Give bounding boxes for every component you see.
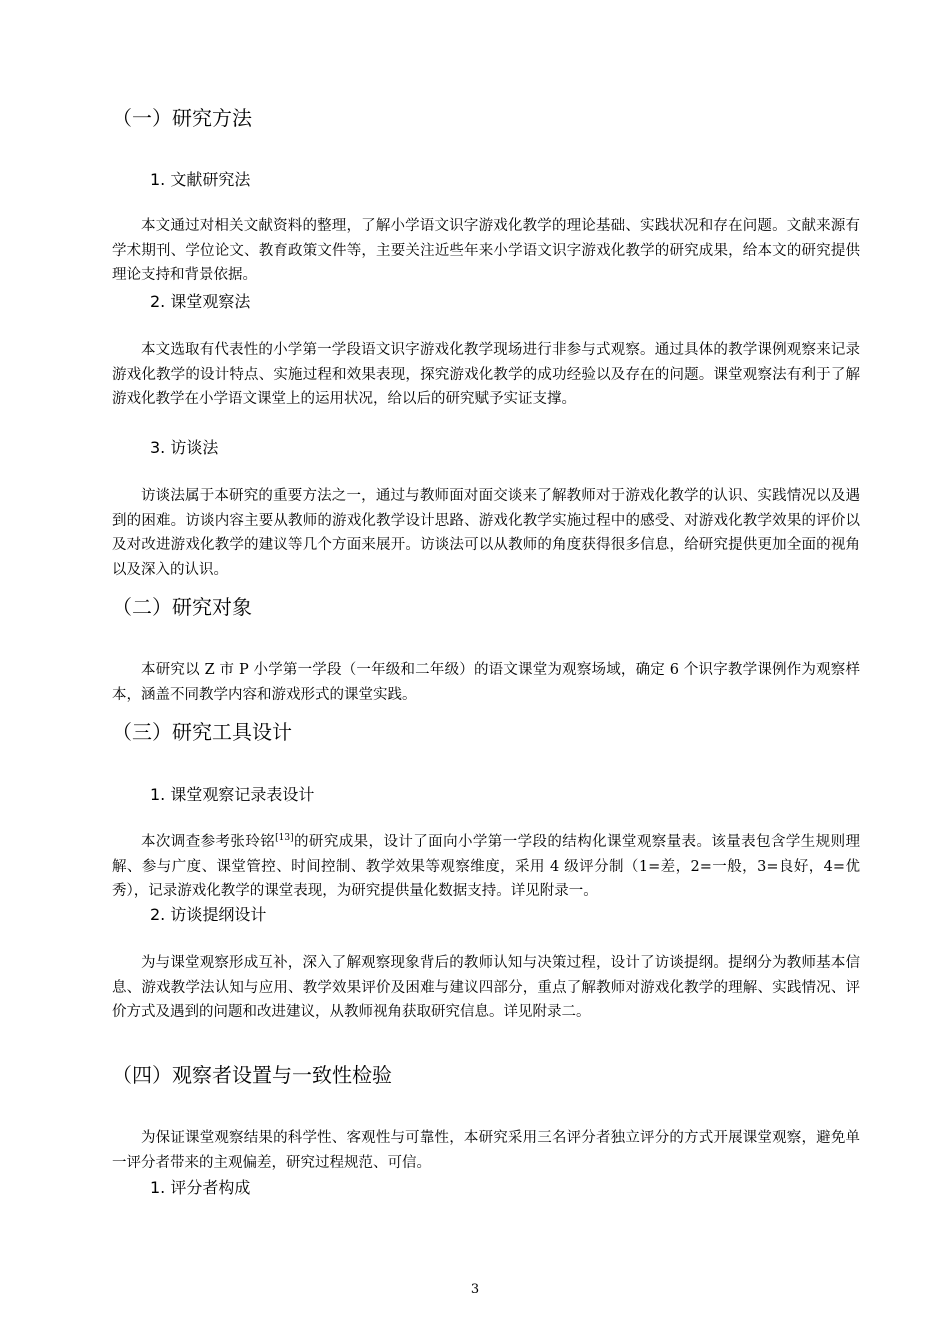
- section-heading-observer-setup: （四）观察者设置与一致性检验: [112, 1063, 392, 1087]
- section-heading-research-subjects: （二）研究对象: [112, 595, 252, 619]
- paragraph-interview: 访谈法属于本研究的重要方法之一，通过与教师面对面交谈来了解教师对于游戏化教学的认识、实践情况以及遇到的困难。访谈内容主要从教师的游戏化教学设计思路、游戏化教学实施过程中的感受、对游戏化教学效果的评价以及对改进游戏化教学的建议等几个方面来展开。访谈法可以从教师的角度获得很多信息，给研究提供更加全面的视角以及深入的认识。: [112, 488, 860, 578]
- subheading-literature-research: 1. 文献研究法: [150, 170, 251, 189]
- paragraph-interview-outline-design: 为与课堂观察形成互补，深入了解观察现象背后的教师认知与决策过程，设计了访谈提纲。提纲分为教师基本信息、游戏教学法认知与应用、教学效果评价及困难与建议四部分，重点了解教师对游戏化教学的理解、实践情况、评价方式及遇到的问题和改进建议，从教师视角获取研究信息。详见附录二。: [112, 955, 860, 1020]
- text-segment: 的研究成果，设计了面向小学第一学段的结构化课堂观察量表。该量表包含学生规则理解、参与广度、课堂管控、时间控制、教学效果等观察维度，采用 4 级评分制（1=差，2=一般，3=良好，4=优秀），记录游戏化教学的课堂表现，为研究提供量化数据支持。详见附录一。: [112, 834, 860, 899]
- text-segment: 本次调查参考张玲铭: [141, 834, 276, 850]
- subheading-interview-outline-design: 2. 访谈提纲设计: [150, 905, 267, 924]
- subheading-interview: 3. 访谈法: [150, 438, 219, 457]
- page-number: 3: [470, 1282, 480, 1297]
- paragraph-observer-setup: 为保证课堂观察结果的科学性、客观性与可靠性，本研究采用三名评分者独立评分的方式开展课堂观察，避免单一评分者带来的主观偏差，研究过程规范、可信。: [112, 1130, 860, 1171]
- citation-reference: [13]: [275, 833, 294, 844]
- section-heading-research-methods: （一）研究方法: [112, 106, 252, 130]
- section-heading-research-tools: （三）研究工具设计: [112, 720, 292, 744]
- subheading-observation-form-design: 1. 课堂观察记录表设计: [150, 785, 315, 804]
- paragraph-classroom-observation: 本文选取有代表性的小学第一学段语文识字游戏化教学现场进行非参与式观察。通过具体的教学课例观察来记录游戏化教学的设计特点、实施过程和效果表现，探究游戏化教学的成功经验以及存在的问题。课堂观察法有利于了解游戏化教学在小学语文课堂上的运用状况，给以后的研究赋予实证支撑。: [112, 342, 860, 407]
- paragraph-research-subjects: 本研究以 Z 市 P 小学第一学段（一年级和二年级）的语文课堂为观察场域，确定 6 个识字教学课例作为观察样本，涵盖不同教学内容和游戏形式的课堂实践。: [112, 662, 860, 703]
- subheading-classroom-observation: 2. 课堂观察法: [150, 292, 251, 311]
- paragraph-literature-research: 本文通过对相关文献资料的整理，了解小学语文识字游戏化教学的理论基础、实践状况和存在问题。文献来源有学术期刊、学位论文、教育政策文件等，主要关注近些年来小学语文识字游戏化教学的研究成果，给本文的研究提供理论支持和背景依据。: [112, 218, 860, 283]
- subheading-rater-composition: 1. 评分者构成: [150, 1178, 251, 1197]
- paragraph-observation-form-design: [112, 830, 860, 904]
